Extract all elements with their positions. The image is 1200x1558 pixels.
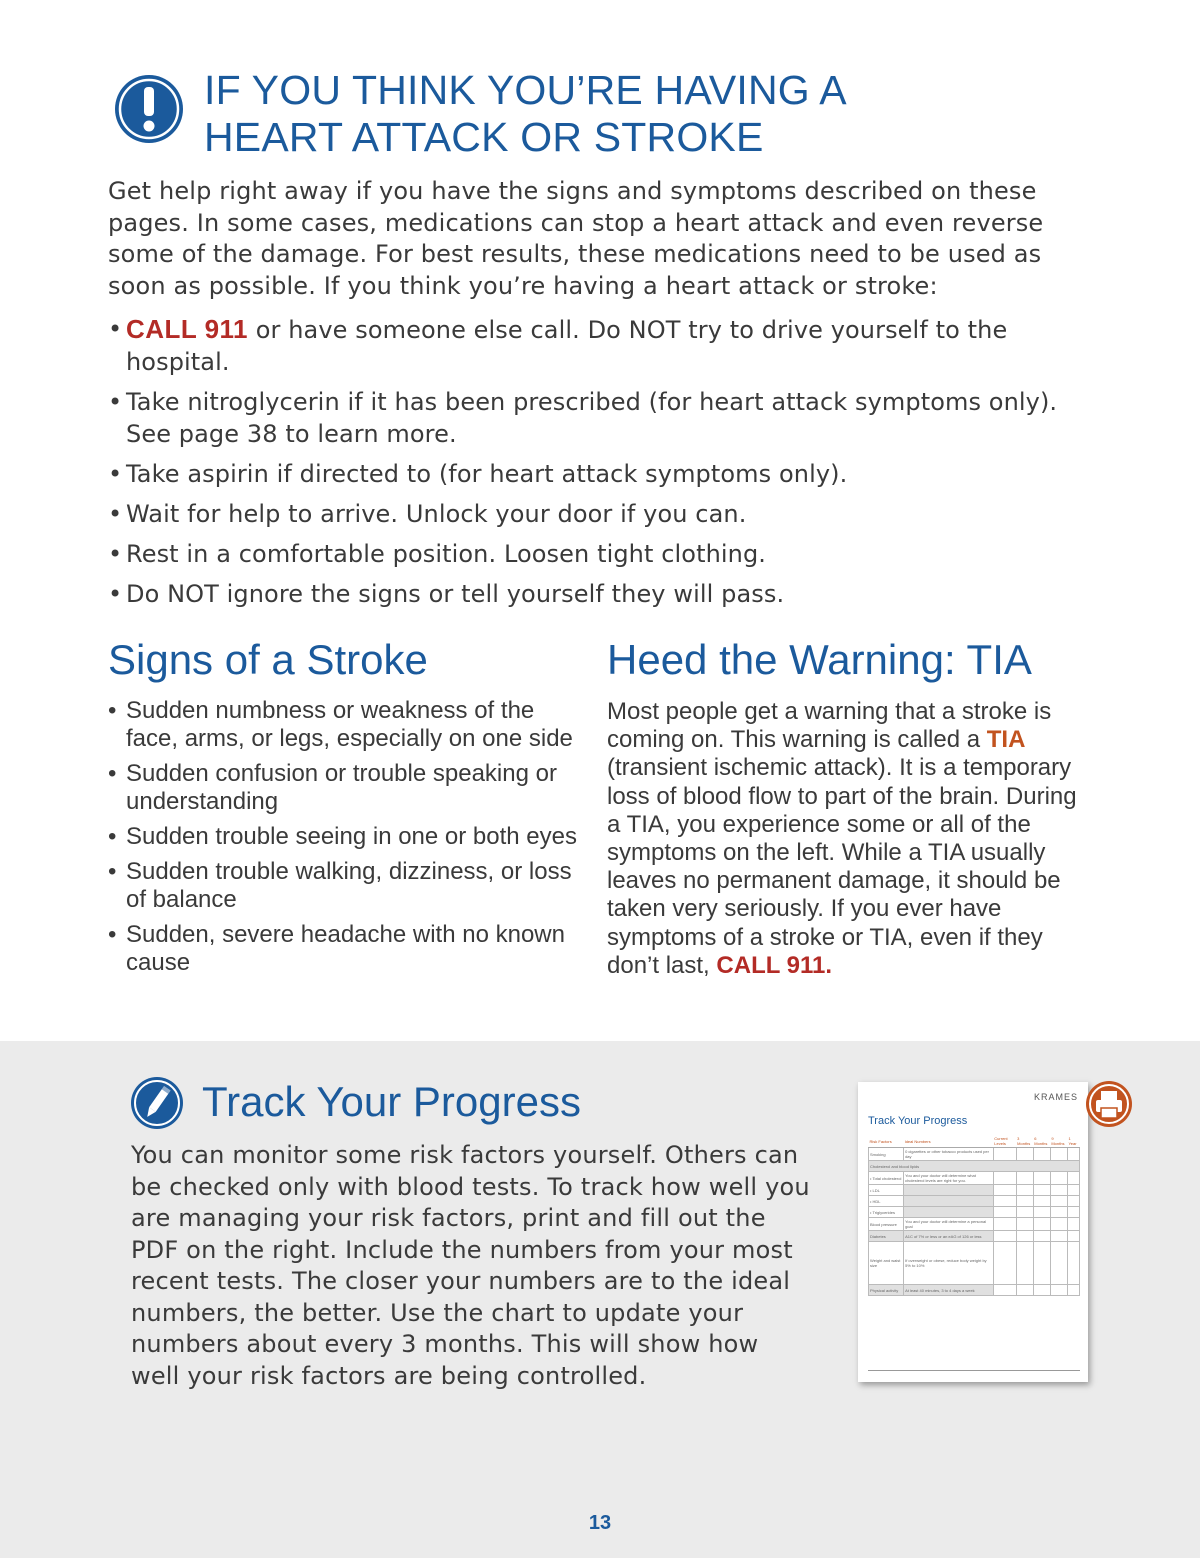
table-row <box>869 1148 1080 1161</box>
list-item: • Sudden trouble walking, dizziness, or loss of balance <box>108 858 578 914</box>
column-header: Ideal Numbers <box>904 1135 994 1148</box>
step-text: Take nitroglycerin if it has been prescribed (for heart attack symptoms only). See page 38 to learn more. <box>126 388 1058 448</box>
page-title-line-2: HEART ATTACK OR STROKE <box>204 114 764 160</box>
step-text: Rest in a comfortable position. Loosen tight clothing. <box>126 540 767 568</box>
column-header: Risk Factors <box>869 1135 904 1148</box>
table-cell: If overweight or obese, reduce body weight by 5% to 10% <box>904 1242 994 1285</box>
table-row <box>869 1242 1080 1285</box>
table-cell: Blood pressure <box>869 1218 904 1231</box>
step-text: or have someone else call. Do NOT try to drive yourself to the hospital. <box>126 316 1008 376</box>
step-text: Wait for help to arrive. Unlock your door if you can. <box>126 500 747 528</box>
table-cell: • LDL <box>869 1185 904 1196</box>
list-item: • Sudden, severe headache with no known cause <box>108 921 578 977</box>
table-cell: A1C of 7% or less or an eAG of 126 or less <box>904 1231 994 1242</box>
table-row <box>869 1231 1080 1242</box>
thumbnail-footer <box>868 1370 1080 1374</box>
thumbnail-title: Track Your Progress <box>868 1115 968 1127</box>
page-number: 13 <box>588 1512 612 1534</box>
list-item <box>108 498 1108 530</box>
column-header: Current Levels <box>993 1135 1016 1148</box>
page-title-line-1: IF YOU THINK YOU’RE HAVING A <box>204 67 847 113</box>
column-header: 9 Months <box>1050 1135 1067 1148</box>
table-cell: Cholesterol and blood lipids <box>869 1161 1080 1172</box>
table-row <box>869 1161 1080 1172</box>
list-item <box>108 386 1108 450</box>
tia-term: TIA <box>986 726 1026 754</box>
list-item <box>108 313 1108 378</box>
tia-text-before: Most people get a warning that a stroke is coming on. This warning is called a <box>607 698 1052 754</box>
exclamation-icon <box>113 73 185 145</box>
table-cell: • Triglycerides <box>869 1207 904 1218</box>
krames-logo: KRAMES <box>1033 1092 1078 1102</box>
track-progress-pdf-thumbnail[interactable] <box>858 1082 1088 1382</box>
table-row <box>869 1218 1080 1231</box>
pencil-icon <box>130 1076 184 1130</box>
call-911-emphasis: CALL 911. <box>716 951 833 979</box>
table-cell: Diabetes <box>869 1231 904 1242</box>
list-item: • Sudden trouble seeing in one or both eyes <box>108 823 578 851</box>
tia-heading: Heed the Warning: TIA <box>607 636 1032 683</box>
table-row <box>869 1196 1080 1207</box>
table-cell: Smoking <box>869 1148 904 1161</box>
page-title <box>204 67 847 161</box>
table-cell: • Total cholesterol <box>869 1172 904 1185</box>
list-item <box>108 578 1108 610</box>
table-row <box>869 1172 1080 1185</box>
column-header: 3 Months <box>1016 1135 1033 1148</box>
step-text: Do NOT ignore the signs or tell yourself they will pass. <box>126 580 785 608</box>
stroke-signs-list <box>108 697 578 984</box>
list-item <box>108 458 1108 490</box>
printer-icon[interactable] <box>1085 1080 1133 1128</box>
table-cell: Physical activity <box>869 1285 904 1296</box>
intro-paragraph: Get help right away if you have the signs and symptoms described on these pages. In some cases, medications can stop a heart attack and even reverse some of the damage. For best results, these medications need to be used as soon as possible. If you think you’re having a heart attack or stroke: <box>108 177 1044 300</box>
track-progress-heading: Track Your Progress <box>202 1078 581 1125</box>
column-header: 6 Months <box>1033 1135 1050 1148</box>
step-text: Take aspirin if directed to (for heart attack symptoms only). <box>126 460 848 488</box>
table-row <box>869 1285 1080 1296</box>
thumbnail-table <box>868 1135 1080 1296</box>
stroke-signs-heading: Signs of a Stroke <box>108 636 428 683</box>
table-cell: You and your doctor will determine a personal goal <box>904 1218 994 1231</box>
emergency-steps-list <box>108 313 1108 618</box>
table-cell: • HDL <box>869 1196 904 1207</box>
table-row <box>869 1207 1080 1218</box>
track-progress-paragraph: You can monitor some risk factors yourself. Others can be checked only with blood tests. To track how well you are managing your risk factors, print and fill out the PDF on the right. Include the numbers from your most recent tests. The closer your numbers are to the ideal numbers, the better. Use the chart to update your numbers about every 3 months. This will show how well your risk factors are being controlled. <box>131 1141 810 1390</box>
table-cell: Weight and waist size <box>869 1242 904 1285</box>
table-cell: 0 cigarettes or other tobacco products used per day <box>904 1148 994 1161</box>
table-cell: You and your doctor will determine what cholesterol levels are right for you. <box>904 1172 994 1185</box>
list-item: • Sudden numbness or weakness of the face, arms, or legs, especially on one side <box>108 697 578 753</box>
call-911-emphasis: CALL 911 <box>126 314 249 344</box>
tia-text-after: (transient ischemic attack). It is a temporary loss of blood flow to part of the brain. During a TIA, you experience some or all of the symptoms on the left. While a TIA usually leaves no permanent damage, it should be taken very seriously. If you ever have symptoms of a stroke or TIA, even if they don’t last, <box>607 754 1077 979</box>
column-header: 1 Year <box>1067 1135 1079 1148</box>
table-cell: At least 40 minutes, 3 to 4 days a week <box>904 1285 994 1296</box>
table-row <box>869 1185 1080 1196</box>
tia-paragraph <box>607 698 1077 980</box>
list-item <box>108 538 1108 570</box>
list-item: • Sudden confusion or trouble speaking or understanding <box>108 760 578 816</box>
